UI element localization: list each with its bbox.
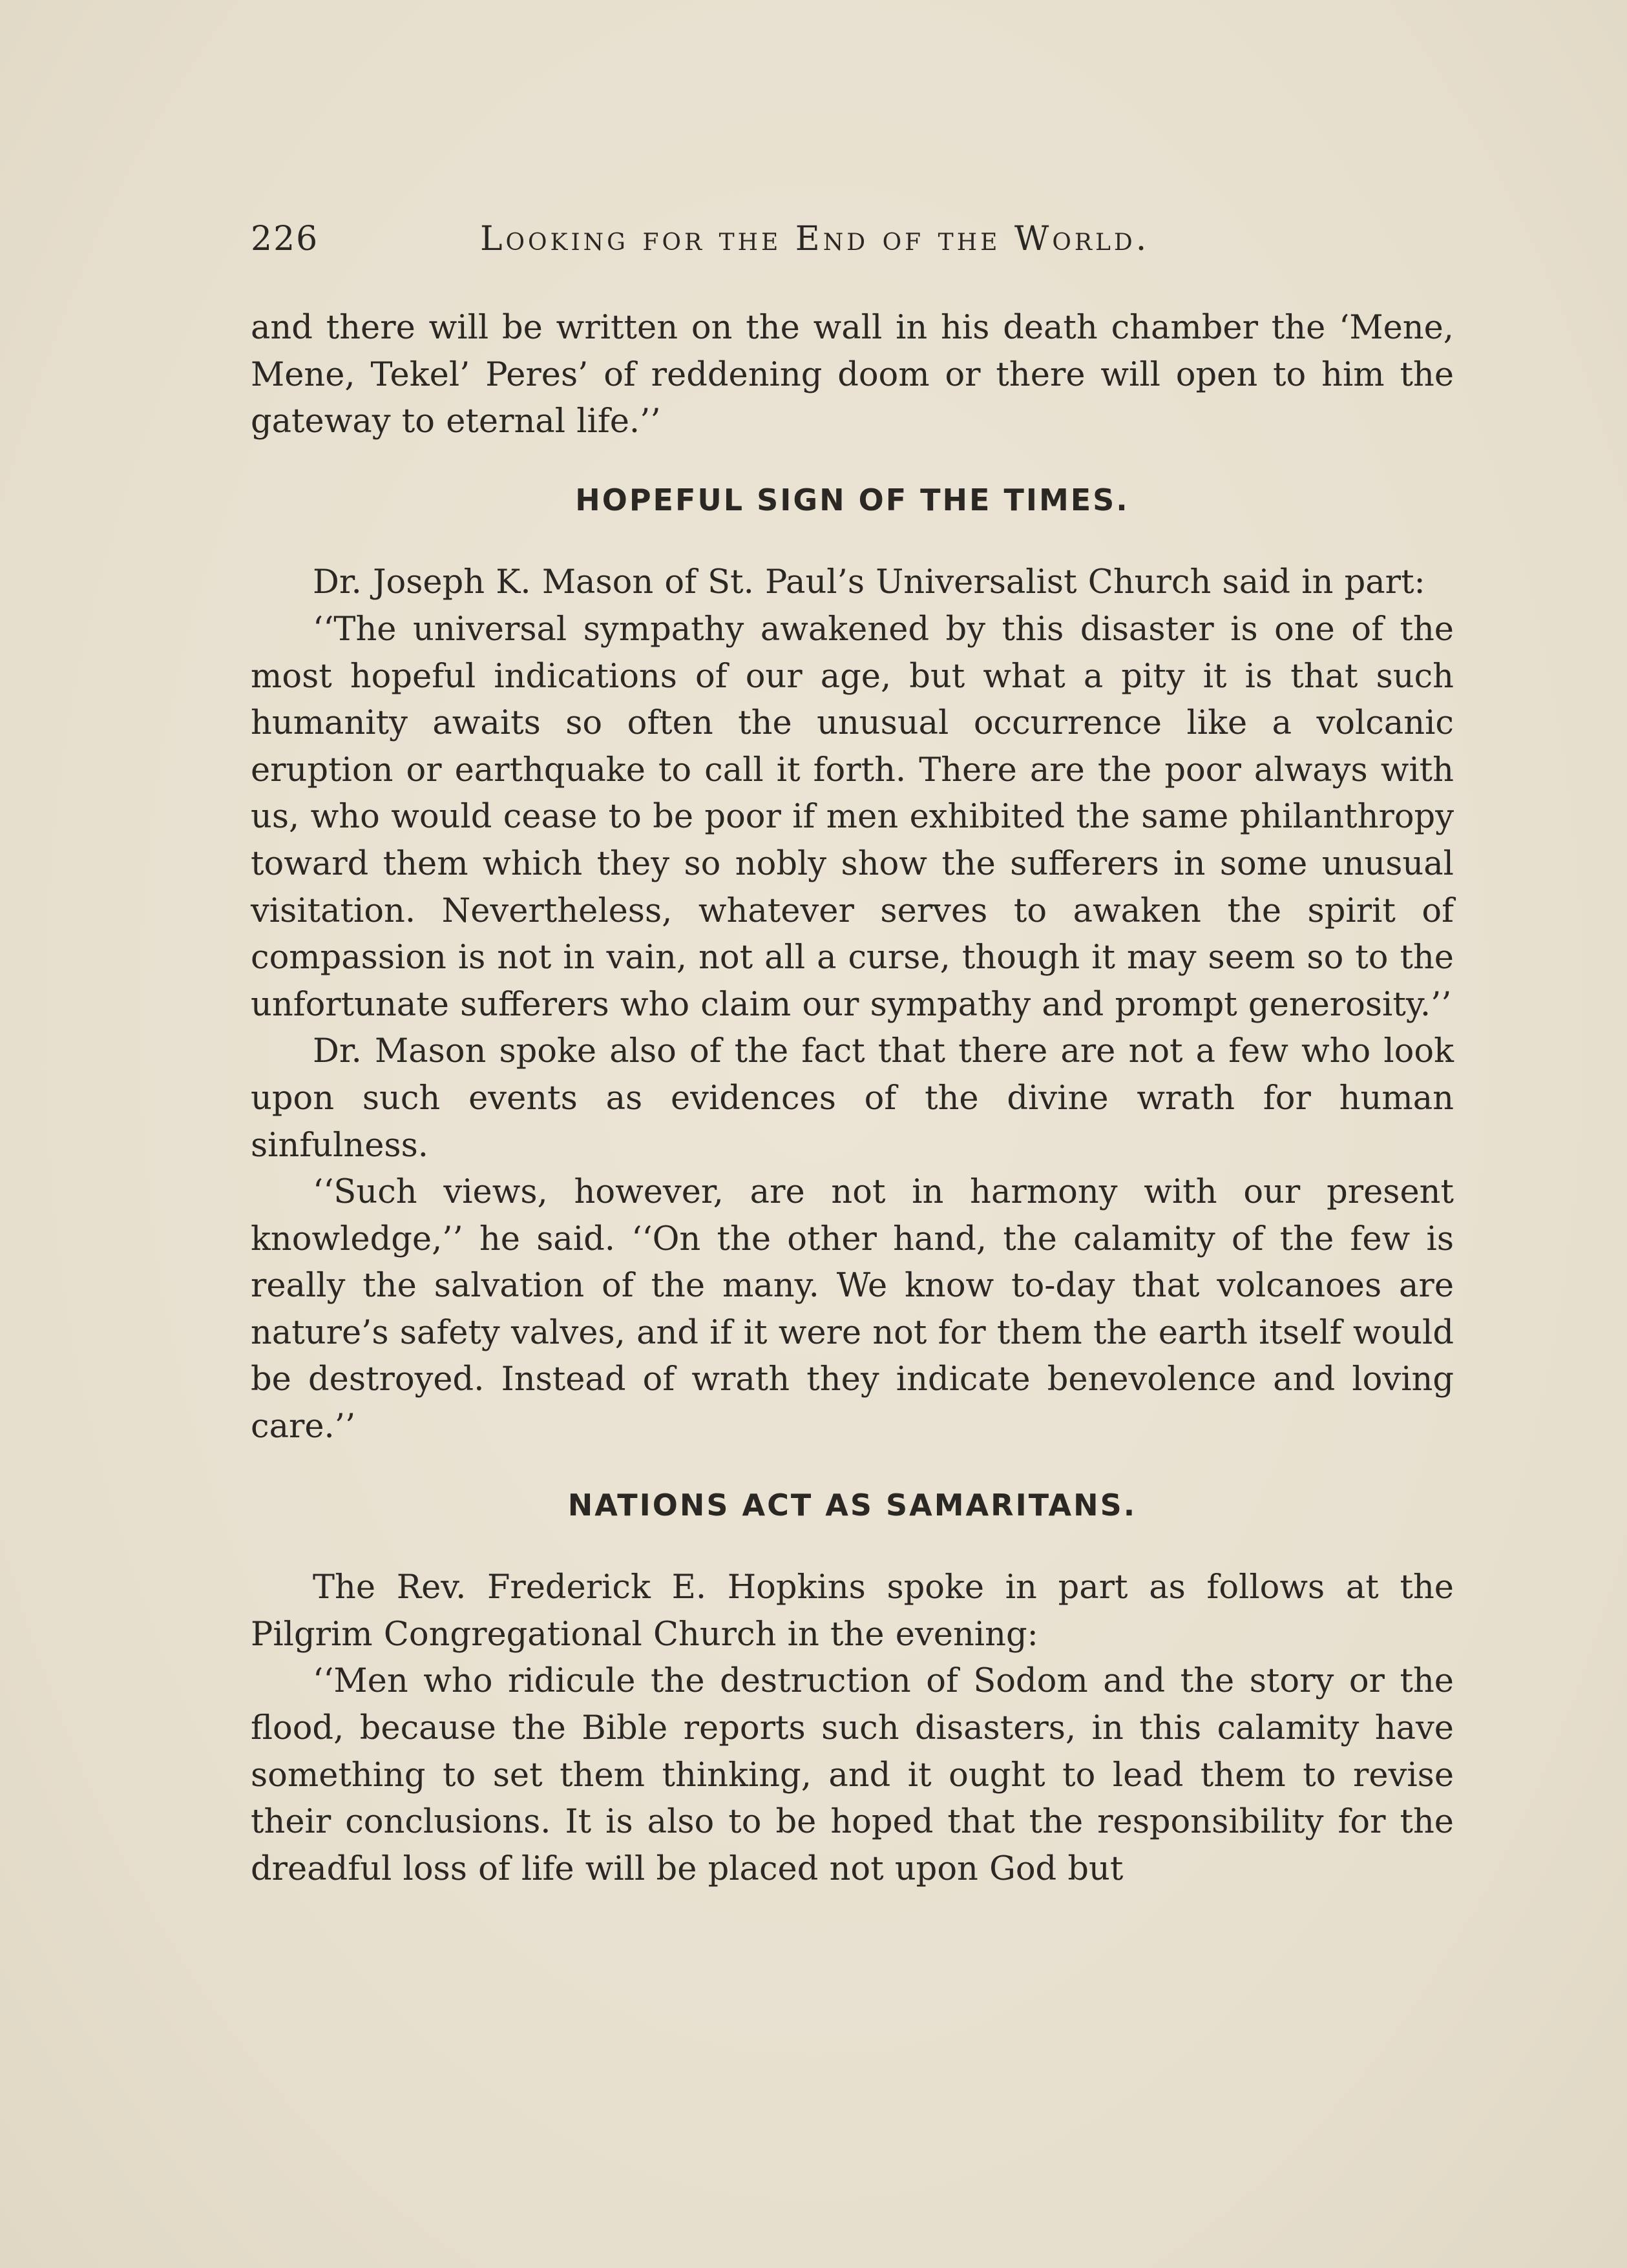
paragraph: ‘‘Such views, however, are not in harmony with our present knowledge,’’ he said. ‘‘On the other hand, the calamity of the few is really the salvation of the many. We know to-day that volcanoes are nature’s safety valves, and if it were not for them the earth itself would be destroyed. Instead of wrath they indicate benevolence and loving care.’’ (251, 1173, 1454, 1446)
body-text (251, 305, 1454, 1893)
section-heading: NATIONS ACT AS SAMARITANS. (567, 1487, 1137, 1523)
page-number: 226 (251, 220, 319, 258)
paragraph: and there will be written on the wall in his death chamber the ‘Mene, Mene, Tekel’ Peres’ of reddening doom or there will open to him the gateway to eternal life.’’ (251, 309, 1454, 441)
paragraph: ‘‘The universal sympathy awakened by this disaster is one of the most hopeful indications of our age, but what a pity it is that such humanity awaits so often the unusual occurrence like a volcanic eruption or earthquake to call it forth. There are the poor always with us, who would cease to be poor if men exhibited the same philanthropy toward them which they so nobly show the sufferers in some unusual visitation. Nevertheless, whatever serves to awaken the spirit of compassion is not in vain, not all a curse, though it may seem so to the unfortunate sufferers who claim our sympathy and prompt generosity.’’ (251, 610, 1454, 1024)
section-heading: HOPEFUL SIGN OF THE TIMES. (575, 482, 1129, 517)
paragraph: ‘‘Men who ridicule the destruction of Sodom and the story or the flood, because the Bible reports such disasters, in this calamity have something to set them thinking, and it ought to lead them to revise their conclusions. It is also to be hoped that the responsibility for the dreadful loss of life will be placed not upon God but (251, 1662, 1454, 1888)
page-header (251, 220, 1454, 271)
running-title: Looking for the End of the World. (480, 220, 1150, 258)
paragraph: Dr. Joseph K. Mason of St. Paul’s Universalist Church said in part: (313, 563, 1425, 602)
paragraph: The Rev. Frederick E. Hopkins spoke in part as follows at the Pilgrim Congregational Church in the evening: (251, 1568, 1454, 1654)
paragraph: Dr. Mason spoke also of the fact that there are not a few who look upon such events as evidences of the divine wrath for human sinfulness. (251, 1032, 1454, 1165)
